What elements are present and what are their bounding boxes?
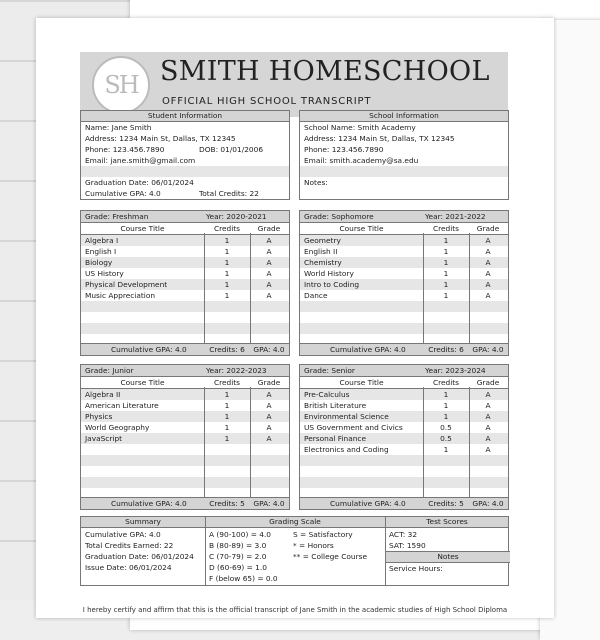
empty-course-row xyxy=(300,312,508,323)
col-credits: Credits xyxy=(213,378,241,387)
year-gpa: GPA: 4.0 xyxy=(253,499,285,508)
course-row xyxy=(300,422,508,433)
course-list xyxy=(81,389,289,499)
divider xyxy=(205,517,206,585)
course-grade: A xyxy=(266,401,272,410)
col-grade: Grade xyxy=(476,224,500,233)
course-credits: 1 xyxy=(224,280,230,289)
course-title: World History xyxy=(304,269,354,278)
course-grade: A xyxy=(485,269,491,278)
course-row xyxy=(81,389,289,400)
year-grade-label: Grade: Sophomore xyxy=(304,212,374,221)
course-credits: 1 xyxy=(443,236,449,245)
service-hours: Service Hours: xyxy=(389,564,443,573)
course-title: Physical Development xyxy=(85,280,168,289)
course-row xyxy=(300,268,508,279)
grade-scale-f: F (below 65) = 0.0 xyxy=(209,574,278,583)
student-info-title: Student Information xyxy=(81,111,289,122)
course-row xyxy=(81,422,289,433)
student-totals-row xyxy=(81,188,289,199)
course-grade: A xyxy=(266,236,272,245)
grade-scale-c: C (70-79) = 2.0 xyxy=(209,552,267,561)
student-name: Name: Jane Smith xyxy=(85,123,152,132)
school-phone: Phone: 123.456.7890 xyxy=(304,145,384,154)
year-footer xyxy=(300,497,508,509)
summary-gpa: Cumulative GPA: 4.0 xyxy=(85,530,161,539)
legend-satisfactory: S = Satisfactory xyxy=(293,530,353,539)
column-divider xyxy=(423,233,424,343)
course-title: Music Appreciation xyxy=(85,291,156,300)
course-credits: 1 xyxy=(443,280,449,289)
course-title: JavaScript xyxy=(85,434,123,443)
empty-course-row xyxy=(81,301,289,312)
grade-scale-b: B (80-89) = 3.0 xyxy=(209,541,267,550)
course-credits: 1 xyxy=(224,390,230,399)
course-columns-header xyxy=(300,223,508,235)
course-row xyxy=(81,246,289,257)
course-row xyxy=(300,290,508,301)
course-title: English I xyxy=(85,247,117,256)
summary-header xyxy=(81,517,508,528)
course-title: British Literature xyxy=(304,401,367,410)
course-grade: A xyxy=(485,401,491,410)
course-title: Personal Finance xyxy=(304,434,367,443)
course-credits: 1 xyxy=(224,291,230,300)
course-grade: A xyxy=(266,390,272,399)
act-score: ACT: 32 xyxy=(389,530,418,539)
col-course-title: Course Title xyxy=(120,224,165,233)
empty-course-row xyxy=(300,301,508,312)
course-credits: 1 xyxy=(224,236,230,245)
course-title: Geometry xyxy=(304,236,341,245)
course-row xyxy=(81,411,289,422)
course-title: Biology xyxy=(85,258,113,267)
student-address: Address: 1234 Main St, Dallas, TX 12345 xyxy=(85,134,236,143)
course-credits: 1 xyxy=(224,412,230,421)
course-title: Electronics and Coding xyxy=(304,445,389,454)
course-grade: A xyxy=(485,258,491,267)
course-title: Pre-Calculus xyxy=(304,390,350,399)
course-grade: A xyxy=(485,247,491,256)
year-footer xyxy=(300,343,508,355)
course-grade: A xyxy=(266,247,272,256)
empty-course-row xyxy=(81,477,289,488)
course-title: English II xyxy=(304,247,338,256)
course-row xyxy=(81,235,289,246)
year-box-freshman xyxy=(80,210,290,356)
course-grade: A xyxy=(485,434,491,443)
course-title: Environmental Science xyxy=(304,412,389,421)
grade-scale-a: A (90-100) = 4.0 xyxy=(209,530,271,539)
header-banner xyxy=(80,52,508,117)
course-row xyxy=(81,400,289,411)
course-title: Chemistry xyxy=(304,258,342,267)
year-label: Year: 2021-2022 xyxy=(425,212,486,221)
school-name: SMITH HOMESCHOOL xyxy=(160,56,490,87)
course-grade: A xyxy=(485,236,491,245)
year-box-senior xyxy=(299,364,509,510)
blank-row xyxy=(81,166,289,177)
year-credits: Credits: 6 xyxy=(209,345,245,354)
course-credits: 1 xyxy=(443,247,449,256)
course-credits: 1 xyxy=(443,269,449,278)
year-grade-label: Grade: Senior xyxy=(304,366,355,375)
student-phone-row xyxy=(81,144,289,155)
test-scores-list xyxy=(389,529,426,551)
course-title: Physics xyxy=(85,412,113,421)
school-name-field: School Name: Smith Academy xyxy=(304,123,416,132)
student-email: Email: jane.smith@gmail.com xyxy=(85,156,196,165)
notes-title: Notes xyxy=(386,551,510,563)
course-credits: 0.5 xyxy=(440,423,452,432)
course-columns-header xyxy=(81,377,289,389)
student-dob: DOB: 01/01/2006 xyxy=(199,145,264,154)
course-grade: A xyxy=(266,423,272,432)
col-credits: Credits xyxy=(213,224,241,233)
course-credits: 1 xyxy=(443,401,449,410)
school-logo: SH xyxy=(92,56,150,114)
course-row xyxy=(300,279,508,290)
course-row xyxy=(300,433,508,444)
year-credits: Credits: 5 xyxy=(209,499,245,508)
student-credits: Total Credits: 22 xyxy=(199,189,259,198)
transcript-subtitle: OFFICIAL HIGH SCHOOL TRANSCRIPT xyxy=(162,96,372,107)
year-credits: Credits: 6 xyxy=(428,345,464,354)
summary-title: Summary xyxy=(125,517,161,526)
course-row xyxy=(300,257,508,268)
empty-course-row xyxy=(300,323,508,334)
year-header xyxy=(300,211,508,223)
course-credits: 1 xyxy=(443,291,449,300)
empty-course-row xyxy=(81,444,289,455)
column-divider xyxy=(469,387,470,497)
col-course-title: Course Title xyxy=(339,224,384,233)
year-header xyxy=(300,365,508,377)
legend-college: ** = College Course xyxy=(293,552,368,561)
col-course-title: Course Title xyxy=(339,378,384,387)
school-info-title: School Information xyxy=(300,111,508,122)
school-info-box xyxy=(299,110,509,200)
course-title: Algebra II xyxy=(85,390,121,399)
column-divider xyxy=(204,233,205,343)
year-footer xyxy=(81,497,289,509)
student-graduation: Graduation Date: 06/01/2024 xyxy=(85,178,194,187)
course-grade: A xyxy=(266,258,272,267)
course-grade: A xyxy=(266,291,272,300)
year-cum-gpa: Cumulative GPA: 4.0 xyxy=(111,499,187,508)
course-row xyxy=(81,433,289,444)
course-credits: 1 xyxy=(224,434,230,443)
column-divider xyxy=(250,233,251,343)
course-row xyxy=(81,290,289,301)
school-notes: Notes: xyxy=(304,178,328,187)
year-gpa: GPA: 4.0 xyxy=(472,345,504,354)
course-grade: A xyxy=(266,280,272,289)
course-row xyxy=(81,279,289,290)
year-header xyxy=(81,211,289,223)
transcript-page xyxy=(36,18,554,618)
sat-score: SAT: 1590 xyxy=(389,541,426,550)
blank-row xyxy=(300,166,508,177)
col-credits: Credits xyxy=(432,378,460,387)
course-grade: A xyxy=(266,269,272,278)
col-credits: Credits xyxy=(432,224,460,233)
column-divider xyxy=(250,387,251,497)
year-cum-gpa: Cumulative GPA: 4.0 xyxy=(330,345,406,354)
empty-course-row xyxy=(300,477,508,488)
course-credits: 1 xyxy=(224,258,230,267)
course-list xyxy=(81,235,289,345)
empty-course-row xyxy=(300,455,508,466)
course-grade: A xyxy=(266,412,272,421)
year-box-junior xyxy=(80,364,290,510)
course-row xyxy=(300,411,508,422)
course-credits: 0.5 xyxy=(440,434,452,443)
grade-scale-d: D (60-69) = 1.0 xyxy=(209,563,267,572)
course-title: Algebra I xyxy=(85,236,119,245)
school-email: Email: smith.academy@sa.edu xyxy=(304,156,419,165)
course-grade: A xyxy=(485,390,491,399)
year-label: Year: 2023-2024 xyxy=(425,366,486,375)
summary-list xyxy=(85,529,194,573)
student-phone: Phone: 123.456.7890 xyxy=(85,145,165,154)
year-cum-gpa: Cumulative GPA: 4.0 xyxy=(330,499,406,508)
year-cum-gpa: Cumulative GPA: 4.0 xyxy=(111,345,187,354)
year-gpa: GPA: 4.0 xyxy=(253,345,285,354)
course-title: World Geography xyxy=(85,423,150,432)
column-divider xyxy=(204,387,205,497)
year-header xyxy=(81,365,289,377)
course-credits: 1 xyxy=(443,258,449,267)
summary-box xyxy=(80,516,509,586)
summary-issue-date: Issue Date: 06/01/2024 xyxy=(85,563,172,572)
summary-graduation: Graduation Date: 06/01/2024 xyxy=(85,552,194,561)
year-box-sophomore xyxy=(299,210,509,356)
empty-course-row xyxy=(81,455,289,466)
course-credits: 1 xyxy=(224,269,230,278)
course-title: Intro to Coding xyxy=(304,280,360,289)
course-row xyxy=(300,246,508,257)
course-credits: 1 xyxy=(443,390,449,399)
year-grade-label: Grade: Freshman xyxy=(85,212,149,221)
course-grade: A xyxy=(266,434,272,443)
tests-title: Test Scores xyxy=(426,517,468,526)
legend-honors: * = Honors xyxy=(293,541,334,550)
course-grade: A xyxy=(485,412,491,421)
course-row xyxy=(300,235,508,246)
course-row xyxy=(300,444,508,455)
col-grade: Grade xyxy=(257,378,281,387)
course-title: US History xyxy=(85,269,124,278)
empty-course-row xyxy=(81,312,289,323)
course-row xyxy=(81,268,289,279)
course-credits: 1 xyxy=(224,247,230,256)
year-footer xyxy=(81,343,289,355)
column-divider xyxy=(423,387,424,497)
course-grade: A xyxy=(485,280,491,289)
course-title: Dance xyxy=(304,291,328,300)
course-columns-header xyxy=(81,223,289,235)
grading-title: Grading Scale xyxy=(269,517,321,526)
col-grade: Grade xyxy=(257,224,281,233)
course-list xyxy=(300,235,508,345)
course-title: US Government and Civics xyxy=(304,423,403,432)
course-row xyxy=(300,400,508,411)
student-info-box xyxy=(80,110,290,200)
student-gpa: Cumulative GPA: 4.0 xyxy=(85,189,161,198)
course-title: American Literature xyxy=(85,401,159,410)
empty-course-row xyxy=(81,466,289,477)
course-credits: 1 xyxy=(443,445,449,454)
course-credits: 1 xyxy=(224,401,230,410)
empty-course-row xyxy=(81,323,289,334)
year-label: Year: 2022-2023 xyxy=(206,366,267,375)
year-credits: Credits: 5 xyxy=(428,499,464,508)
school-address: Address: 1234 Main St, Dallas, TX 12345 xyxy=(304,134,455,143)
certification-text: I hereby certify and affirm that this is the official transcript of Jane Smith in the academic studies of High School Diploma xyxy=(82,606,508,614)
year-grade-label: Grade: Junior xyxy=(85,366,134,375)
col-course-title: Course Title xyxy=(120,378,165,387)
grading-scale-list xyxy=(209,529,278,584)
course-columns-header xyxy=(300,377,508,389)
course-grade: A xyxy=(485,423,491,432)
course-row xyxy=(300,389,508,400)
course-row xyxy=(81,257,289,268)
course-grade: A xyxy=(485,291,491,300)
course-credits: 1 xyxy=(443,412,449,421)
course-credits: 1 xyxy=(224,423,230,432)
course-grade: A xyxy=(485,445,491,454)
year-gpa: GPA: 4.0 xyxy=(472,499,504,508)
course-list xyxy=(300,389,508,499)
year-label: Year: 2020-2021 xyxy=(206,212,267,221)
summary-credits: Total Credits Earned: 22 xyxy=(85,541,174,550)
grading-legend xyxy=(293,529,367,562)
column-divider xyxy=(469,233,470,343)
empty-course-row xyxy=(300,466,508,477)
col-grade: Grade xyxy=(476,378,500,387)
